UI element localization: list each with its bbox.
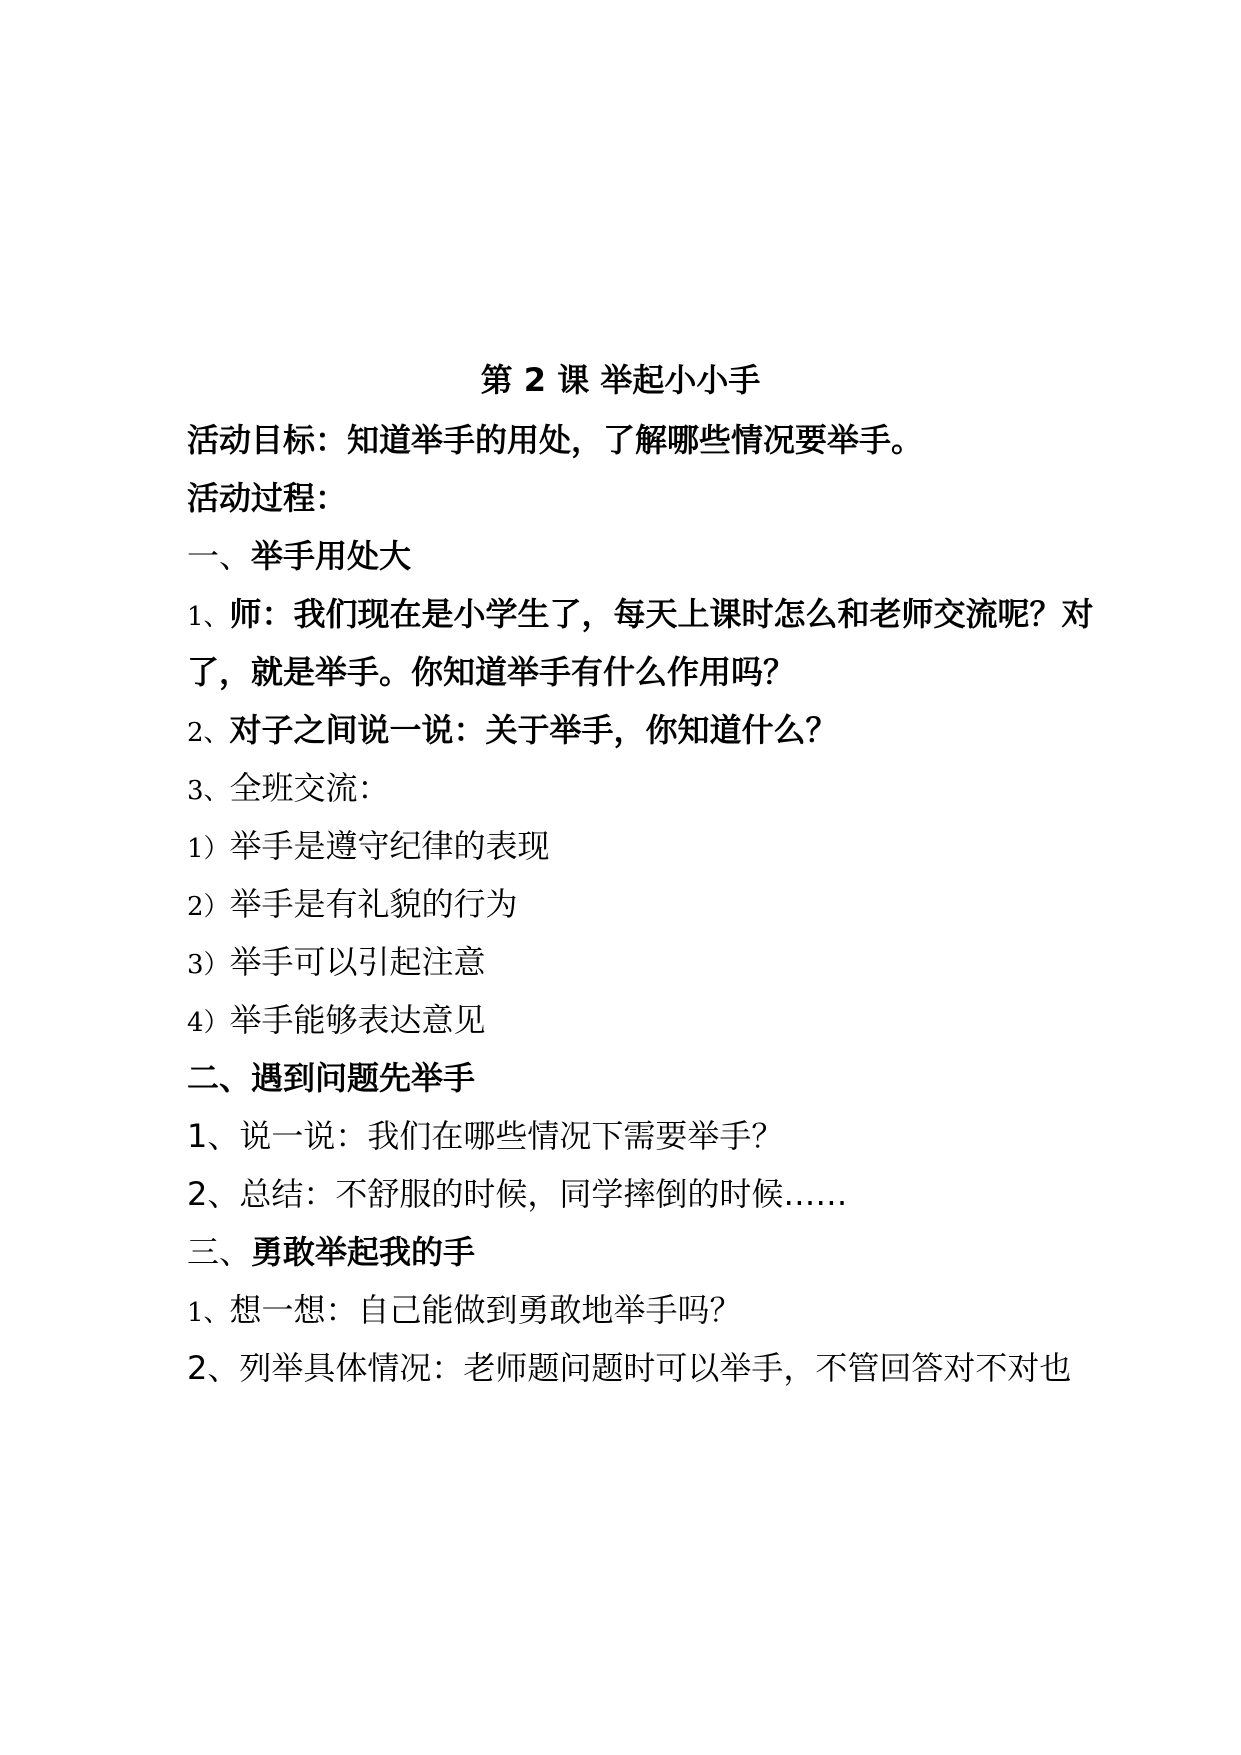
- list-item: [187, 826, 550, 869]
- section-1-item-2: [187, 710, 838, 753]
- item-text: 举手是有礼貌的行为: [229, 885, 518, 923]
- list-item: [187, 1000, 486, 1043]
- section-2-item-1: 1、说一说：我们在哪些情况下需要举手？: [187, 1117, 784, 1155]
- item-text: 全班交流：: [229, 769, 390, 807]
- section-3-item-2: 2、列举具体情况：老师题问题时可以举手，不管回答对不对也: [187, 1349, 1072, 1387]
- item-number: 1、: [187, 602, 230, 632]
- item-text: 师：我们现在是小学生了，每天上课时怎么和老师交流呢？对: [229, 595, 1094, 633]
- section-1-title: 举手用处大: [251, 537, 412, 575]
- item-text: 举手是遵守纪律的表现: [229, 827, 550, 865]
- section-1-heading: [187, 536, 411, 576]
- item-number: 3）: [187, 950, 230, 980]
- section-2-heading: 二、遇到问题先举手: [187, 1059, 476, 1097]
- item-text: 对子之间说一说：关于举手，你知道什么？: [229, 711, 838, 749]
- item-text: 想一想：自己能做到勇敢地举手吗？: [229, 1291, 742, 1329]
- item-text: 举手可以引起注意: [229, 943, 486, 981]
- item-number: 2）: [187, 892, 230, 922]
- section-1-item-1-continued: 了，就是举手。你知道举手有什么作用吗？: [187, 653, 796, 691]
- item-number: 3、: [187, 776, 230, 806]
- section-2-item-2: 2、总结：不舒服的时候，同学摔倒的时候……: [187, 1175, 848, 1213]
- item-number: 1）: [187, 834, 230, 864]
- list-item: [187, 942, 486, 985]
- item-text: 举手能够表达意见: [229, 1001, 486, 1039]
- section-3-title: 勇敢举起我的手: [251, 1233, 476, 1271]
- process-heading: 活动过程：: [187, 479, 348, 517]
- item-number: 2、: [187, 718, 230, 748]
- activity-objective: 活动目标：知道举手的用处，了解哪些情况要举手。: [187, 421, 924, 459]
- section-3-prefix: 三、: [187, 1233, 252, 1271]
- section-1-item-3: [187, 768, 390, 811]
- section-1-prefix: 一、: [187, 537, 252, 575]
- section-3-heading: [187, 1232, 475, 1272]
- section-1-item-1: [187, 594, 1094, 637]
- lesson-title: 第 2 课 举起小小手: [480, 361, 761, 399]
- item-number: 4）: [187, 1008, 230, 1038]
- item-number: 1、: [187, 1298, 230, 1328]
- list-item: [187, 884, 518, 927]
- section-3-item-1: [187, 1290, 742, 1333]
